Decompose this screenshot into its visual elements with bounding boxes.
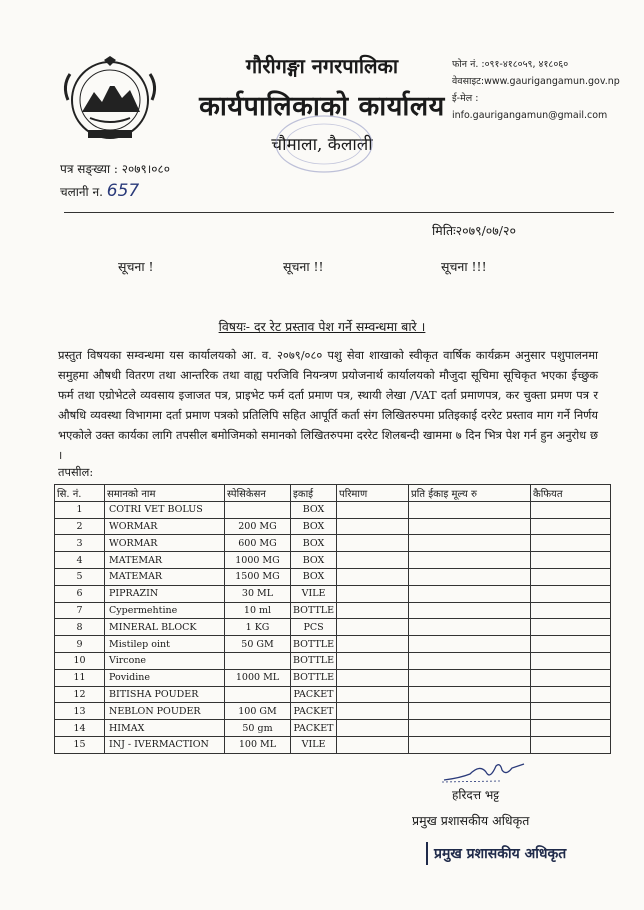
subject-line <box>0 318 644 335</box>
table-row <box>55 518 611 535</box>
table-cell: 15 <box>55 736 105 753</box>
table-cell: BOX <box>291 568 337 585</box>
table-cell <box>337 585 409 602</box>
signature-scribble-icon <box>440 760 530 788</box>
table-cell <box>531 703 611 720</box>
table-cell: WORMAR <box>105 518 225 535</box>
table-cell <box>409 585 531 602</box>
table-cell <box>531 736 611 753</box>
table-cell: BOTTLE <box>291 602 337 619</box>
table-cell <box>409 602 531 619</box>
reference-block <box>60 158 170 203</box>
subject-text: विषयः- दर रेट प्रस्ताव पेश गर्ने सम्वन्धमा बारे । <box>218 319 426 334</box>
notice-1: सूचना ! <box>118 259 154 274</box>
table-row <box>55 686 611 703</box>
website-text: वेवसाइट:www.gaurigangamun.gov.np <box>452 76 620 87</box>
table-cell <box>531 652 611 669</box>
table-cell: 1000 MG <box>225 552 291 569</box>
column-header: कैफियत <box>531 485 611 502</box>
table-row <box>55 703 611 720</box>
table-cell: 14 <box>55 720 105 737</box>
table-cell <box>409 636 531 653</box>
table-cell <box>409 669 531 686</box>
table-cell: BOTTLE <box>291 669 337 686</box>
table-row <box>55 720 611 737</box>
table-cell: 100 ML <box>225 736 291 753</box>
table-cell: WORMAR <box>105 535 225 552</box>
table-cell: 8 <box>55 619 105 636</box>
table-cell <box>337 686 409 703</box>
table-cell <box>225 686 291 703</box>
table-row <box>55 619 611 636</box>
table-cell <box>531 518 611 535</box>
table-cell: BOX <box>291 552 337 569</box>
table-cell <box>409 501 531 518</box>
table-cell <box>337 736 409 753</box>
table-cell <box>409 720 531 737</box>
table-row <box>55 636 611 653</box>
table-row <box>55 602 611 619</box>
table-cell: NEBLON POUDER <box>105 703 225 720</box>
table-cell: 9 <box>55 636 105 653</box>
table-cell <box>337 703 409 720</box>
table-cell <box>409 568 531 585</box>
table-cell <box>409 552 531 569</box>
table-cell <box>531 686 611 703</box>
table-cell: BOTTLE <box>291 636 337 653</box>
table-cell: 200 MG <box>225 518 291 535</box>
table-cell: PACKET <box>291 720 337 737</box>
body-paragraph: प्रस्तुत विषयका सम्वन्धमा यस कार्यालयको आ. व. २०७९/०८० पशु सेवा शाखाको स्वीकृत वार्षिक कार्यक्रम अनुसार पशुपालनमा समुहमा औषधी वितरण तथा आन्तरिक तथा वाह्य परजिवि नियन्त्रण प्रयोजनार्थ कार्यालयको मौजुदा सूचिमा सूचिकृत भएका ईच्छुक फर्म तथा एग्रोभेटले व्यवसाय इजाजत पत्र, प्राइभेट फर्म दर्ता प्रमाण पत्र, स्थायी लेखा /VAT दर्ता प्रमाणपत्र, कर चुक्ता प्रमण पत्र र औषधि व्यवस्था विभागमा दर्ता प्रमाण पत्रको प्रतिलिपि सहित आपूर्ति कर्ता संग लिखितरुपमा प्रतिइकाई दररेट प्रस्ताव माग गर्ने निर्णय भएकोले उक्त कार्यका लागि तपसील बमोजिमको समानको लिखितरुपमा दररेट शिलबन्दी खाममा ७ दिन भित्र पेश गर्न हुन अनुरोध छ । <box>58 348 598 462</box>
table-cell <box>337 568 409 585</box>
signatory-title: प्रमुख प्रशासकीय अधिकृत <box>412 813 530 828</box>
table-cell <box>531 568 611 585</box>
table-cell: PACKET <box>291 703 337 720</box>
table-cell: 50 gm <box>225 720 291 737</box>
table-cell: 6 <box>55 585 105 602</box>
office-stamp-icon <box>272 112 376 176</box>
table-cell: INJ - IVERMACTION <box>105 736 225 753</box>
table-cell <box>337 602 409 619</box>
table-cell: BOX <box>291 535 337 552</box>
column-header: इकाई <box>291 485 337 502</box>
table-cell <box>409 535 531 552</box>
table-cell: 2 <box>55 518 105 535</box>
table-cell: 5 <box>55 568 105 585</box>
patra-sankhya: पत्र सङ्ख्या : २०७९।०८० <box>60 162 170 176</box>
table-cell: 50 GM <box>225 636 291 653</box>
chalani-line <box>60 180 170 203</box>
table-cell: PCS <box>291 619 337 636</box>
table-cell: 12 <box>55 686 105 703</box>
table-cell: HIMAX <box>105 720 225 737</box>
table-cell <box>337 552 409 569</box>
phone-text: फोन नं. :०९१-४१८०५९, ४१८०६० <box>452 59 569 70</box>
table-cell: 7 <box>55 602 105 619</box>
table-cell: MATEMAR <box>105 568 225 585</box>
table-cell <box>531 602 611 619</box>
table-row <box>55 736 611 753</box>
table-cell <box>225 501 291 518</box>
table-cell: Vircone <box>105 652 225 669</box>
table-cell <box>409 619 531 636</box>
table-cell: 10 <box>55 652 105 669</box>
table-cell <box>531 501 611 518</box>
table-cell: 30 ML <box>225 585 291 602</box>
office-name: कार्यपालिकाको कार्यालय <box>199 91 445 122</box>
items-table <box>54 484 611 754</box>
table-cell: Povidine <box>105 669 225 686</box>
table-cell <box>337 518 409 535</box>
table-cell <box>409 703 531 720</box>
table-cell: MATEMAR <box>105 552 225 569</box>
column-header: प्रति ईकाइ मूल्य रु <box>409 485 531 502</box>
signatory-stamp: प्रमुख प्रशासकीय अधिकृत <box>426 842 572 865</box>
table-cell <box>337 652 409 669</box>
table-cell <box>337 619 409 636</box>
table-cell: Cypermehtine <box>105 602 225 619</box>
table-cell <box>225 652 291 669</box>
office-location: चौमाला, कैलाली <box>271 135 373 155</box>
contact-block <box>452 56 620 124</box>
table-row <box>55 501 611 518</box>
table-cell <box>531 669 611 686</box>
table-cell <box>531 535 611 552</box>
table-cell <box>531 619 611 636</box>
email-label: ई-मेल : <box>452 93 479 104</box>
table-cell: PACKET <box>291 686 337 703</box>
table-cell <box>409 518 531 535</box>
table-row <box>55 585 611 602</box>
table-cell <box>337 669 409 686</box>
table-cell <box>409 652 531 669</box>
table-cell <box>337 501 409 518</box>
table-cell <box>337 720 409 737</box>
table-row <box>55 652 611 669</box>
notice-3: सूचना !!! <box>441 259 487 274</box>
letter-date: मितिः२०७९/०७/२० <box>432 223 517 238</box>
table-cell <box>531 636 611 653</box>
table-cell: 4 <box>55 552 105 569</box>
table-cell: BOTTLE <box>291 652 337 669</box>
table-cell: PIPRAZIN <box>105 585 225 602</box>
table-cell: 11 <box>55 669 105 686</box>
table-header-row <box>55 485 611 502</box>
table-cell <box>531 720 611 737</box>
column-header: सि. नं. <box>55 485 105 502</box>
table-cell: VILE <box>291 736 337 753</box>
table-row <box>55 552 611 569</box>
municipality-name: गौरीगङ्गा नगरपालिका <box>245 54 399 78</box>
table-row <box>55 568 611 585</box>
tapsil-label: तपसील: <box>58 465 94 479</box>
table-cell <box>531 585 611 602</box>
table-cell <box>337 535 409 552</box>
table-cell: COTRI VET BOLUS <box>105 501 225 518</box>
table-cell: 1 <box>55 501 105 518</box>
email-text: info.gaurigangamun@gmail.com <box>452 110 608 121</box>
table-cell: Mistilep oint <box>105 636 225 653</box>
column-header: स्पेसिकेसन <box>225 485 291 502</box>
table-cell: 100 GM <box>225 703 291 720</box>
table-cell: MINERAL BLOCK <box>105 619 225 636</box>
table-cell: 1 KG <box>225 619 291 636</box>
table-cell <box>409 736 531 753</box>
table-cell: 10 ml <box>225 602 291 619</box>
signatory-name: हरिदत्त भट्ट <box>452 788 500 802</box>
header-divider <box>64 212 614 213</box>
table-cell <box>409 686 531 703</box>
table-cell: BOX <box>291 501 337 518</box>
table-cell: 13 <box>55 703 105 720</box>
table-cell <box>531 552 611 569</box>
chalani-number: 657 <box>106 181 140 201</box>
table-cell: 1500 MG <box>225 568 291 585</box>
chalani-label: चलानी न. <box>60 185 103 199</box>
column-header: परिमाण <box>337 485 409 502</box>
table-cell: 1000 ML <box>225 669 291 686</box>
table-cell: VILE <box>291 585 337 602</box>
table-cell <box>337 636 409 653</box>
table-cell: 600 MG <box>225 535 291 552</box>
column-header: समानको नाम <box>105 485 225 502</box>
notice-2: सूचना !! <box>283 259 324 274</box>
table-cell: BOX <box>291 518 337 535</box>
table-row <box>55 535 611 552</box>
table-row <box>55 669 611 686</box>
table-cell: 3 <box>55 535 105 552</box>
table-cell: BITISHA POUDER <box>105 686 225 703</box>
